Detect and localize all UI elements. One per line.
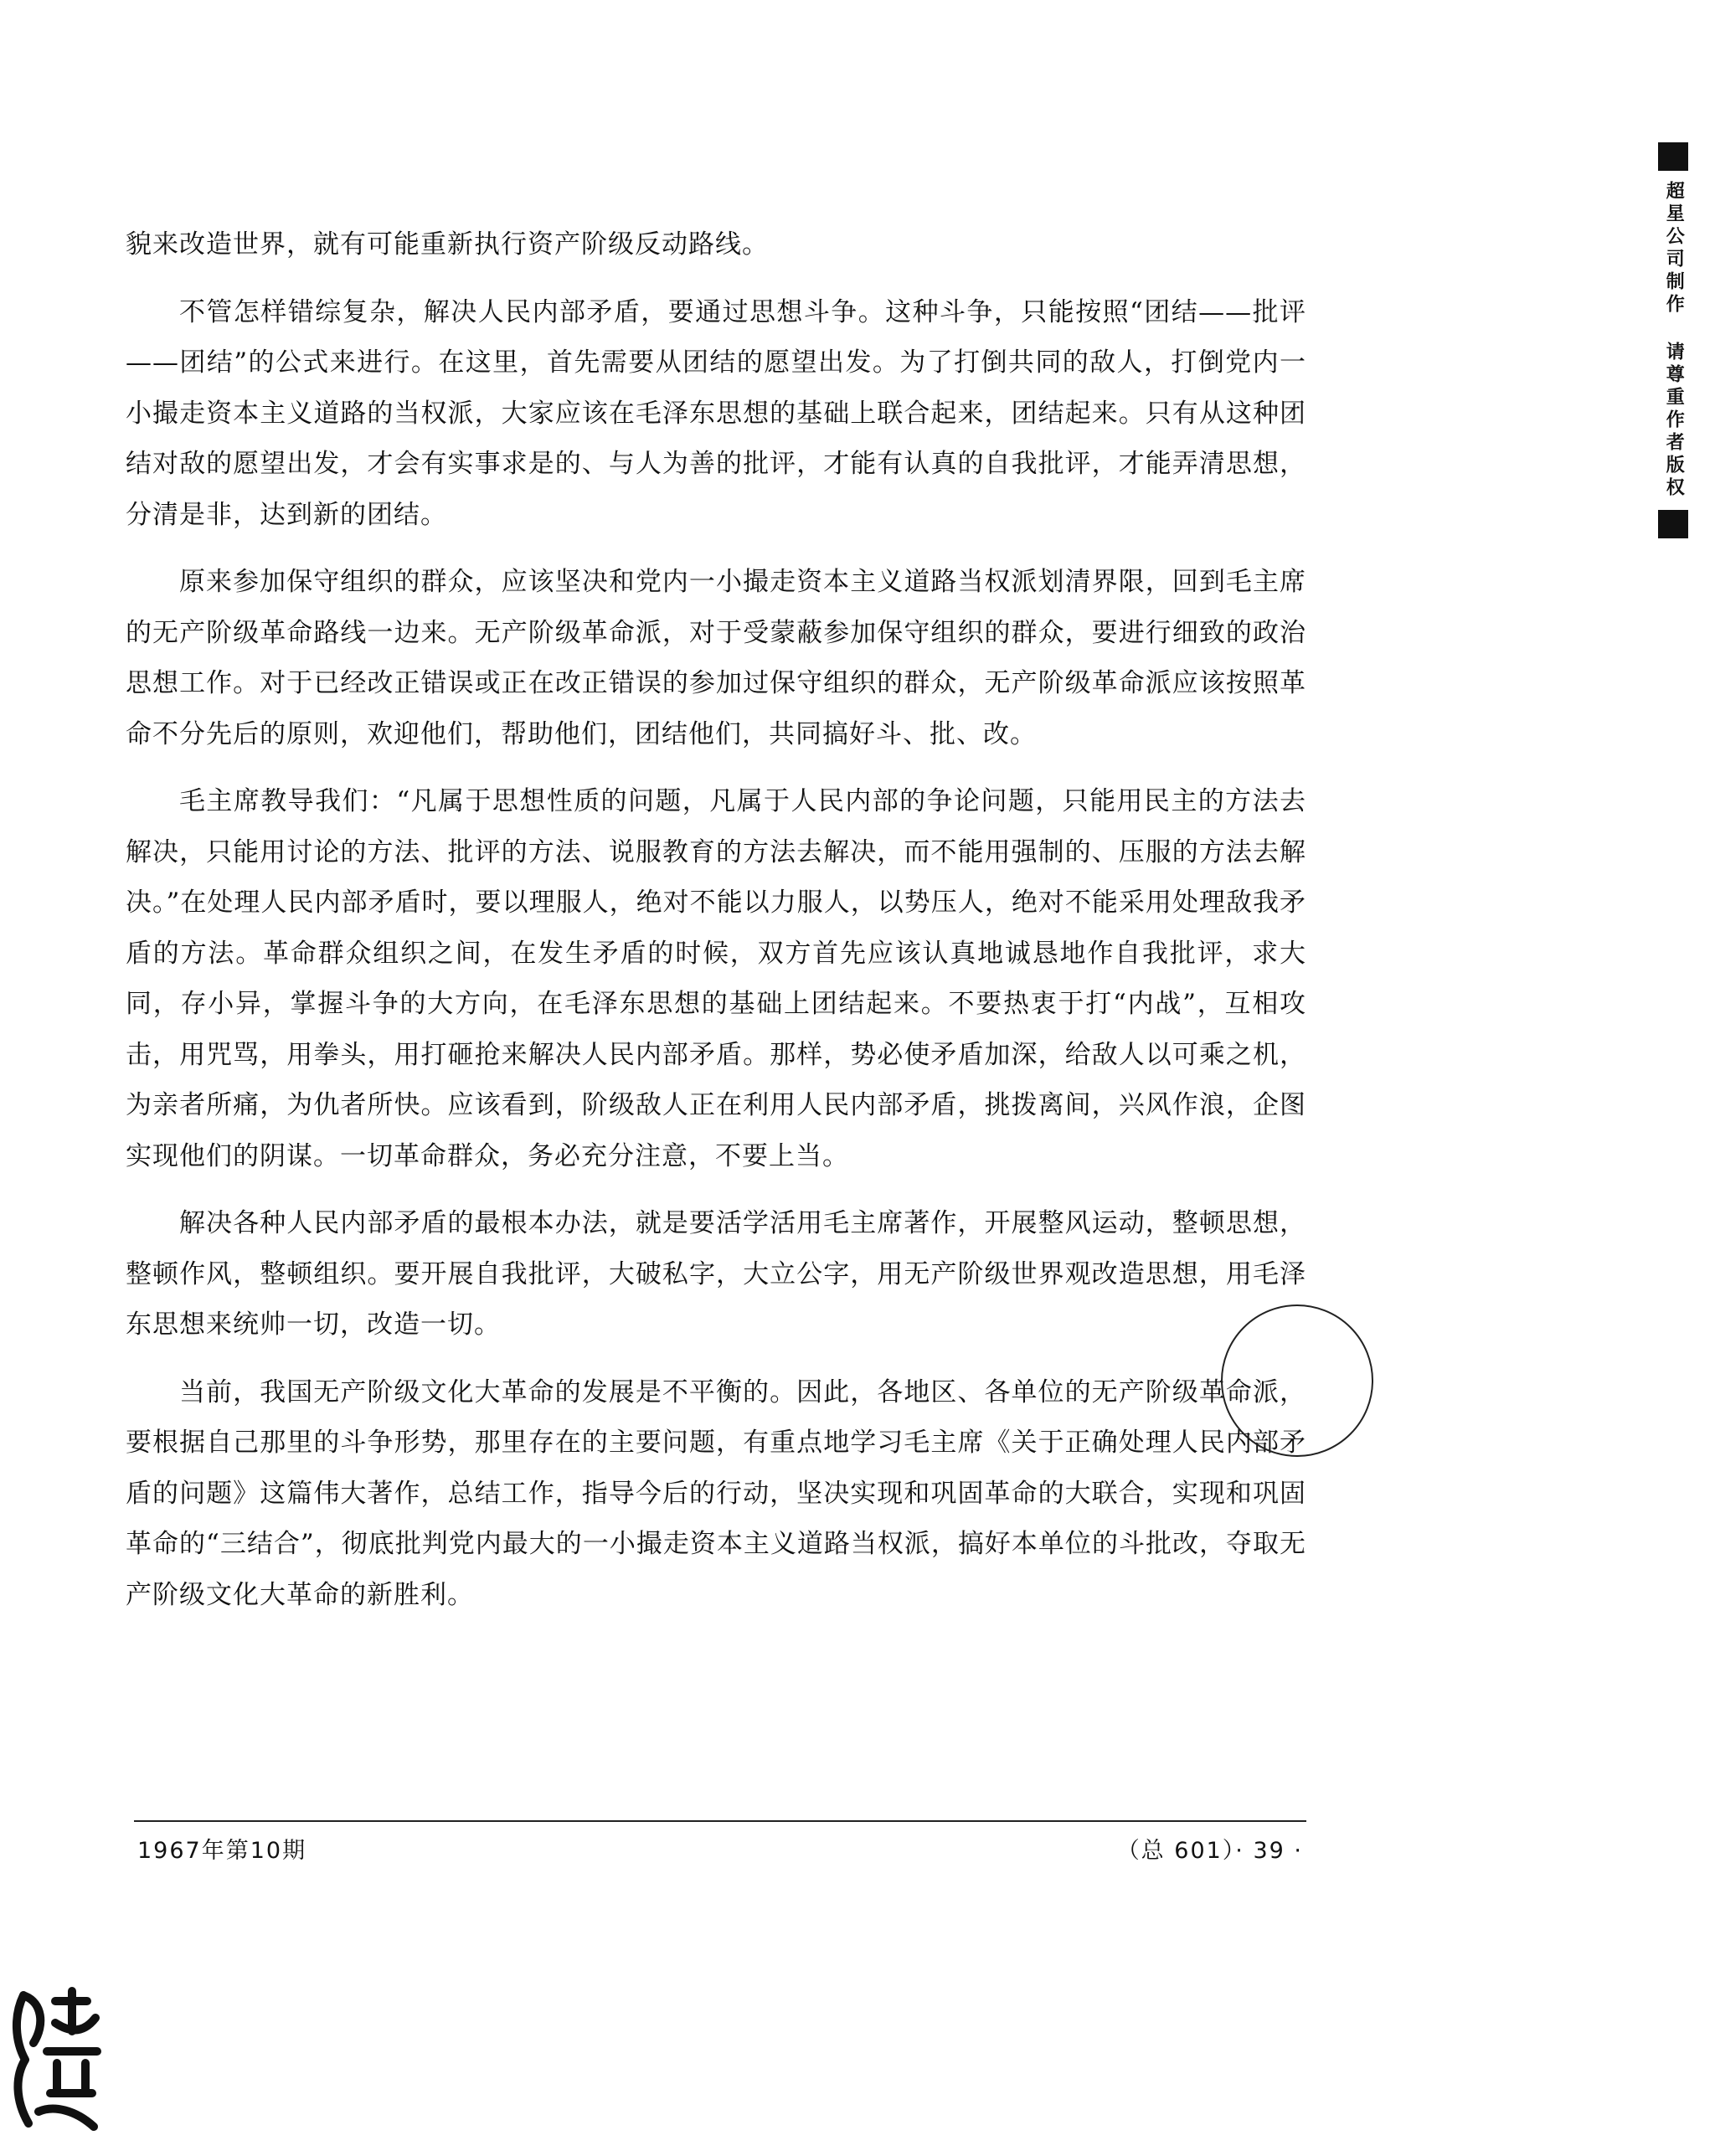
footer-rule bbox=[134, 1820, 1306, 1822]
seal-stamp-icon bbox=[7, 1983, 107, 2138]
paragraph-5: 解决各种人民内部矛盾的最根本办法，就是要活学活用毛主席著作，开展整风运动，整顿思想，整顿作风，整顿组织。要开展自我批评，大破私字，大立公字，用无产阶级世界观改造思想，用毛泽东思想来统帅一切，改造一切。 bbox=[126, 1208, 1306, 1340]
side-notice-bottom-bar bbox=[1658, 510, 1688, 538]
footer-issue: 1967年第10期 bbox=[137, 1838, 307, 1864]
paragraph-1: 貌来改造世界，就有可能重新执行资产阶级反动路线。 bbox=[126, 229, 769, 260]
paragraph-4: 毛主席教导我们：“凡属于思想性质的问题，凡属于人民内部的争论问题，只能用民主的方法去解决，只能用讨论的方法、批评的方法、说服教育的方法去解决，而不能用强制的、压服的方法去解决。”在处理人民内部矛盾时，要以理服人，绝对不能以力服人，以势压人，绝对不能采用处理敌我矛盾的方法。革命群众组织之间，在发生矛盾的时候，双方首先应该认真地诚恳地作自我批评，求大同，存小异，掌握斗争的大方向，在毛泽东思想的基础上团结起来。不要热衷于打“内战”，互相攻击，用咒骂，用拳头，用打砸抢来解决人民内部矛盾。那样，势必使矛盾加深，给敌人以可乘之机，为亲者所痛，为仇者所快。应该看到，阶级敌人正在利用人民内部矛盾，挑拨离间，兴风作浪，企图实现他们的阴谋。一切革命群众，务必充分注意，不要上当。 bbox=[126, 786, 1306, 1171]
article-body bbox=[126, 219, 1306, 1637]
paragraph-3: 原来参加保守组织的群众，应该坚决和党内一小撮走资本主义道路当权派划清界限，回到毛主席的无产阶级革命路线一边来。无产阶级革命派，对于受蒙蔽参加保守组织的群众，要进行细致的政治思想工作。对于已经改正错误或正在改正错误的参加过保守组织的群众，无产阶级革命派应该按照革命不分先后的原则，欢迎他们，帮助他们，团结他们，共同搞好斗、批、改。 bbox=[126, 567, 1306, 749]
hand-drawn-circle-mark bbox=[1221, 1304, 1373, 1457]
footer-page-number: （总 601）· 39 · bbox=[1116, 1838, 1303, 1864]
paragraph-6: 当前，我国无产阶级文化大革命的发展是不平衡的。因此，各地区、各单位的无产阶级革命派，要根据自己那里的斗争形势，那里存在的主要问题，有重点地学习毛主席《关于正确处理人民内部矛盾的问题》这篇伟大著作，总结工作，指导今后的行动，坚决实现和巩固革命的大联合，实现和巩固革命的“三结合”，彻底批判党内最大的一小撮走资本主义道路当权派，搞好本单位的斗批改，夺取无产阶级文化大革命的新胜利。 bbox=[126, 1376, 1306, 1610]
paragraph-2: 不管怎样错综复杂，解决人民内部矛盾，要通过思想斗争。这种斗争，只能按照“团结——批评——团结”的公式来进行。在这里，首先需要从团结的愿望出发。为了打倒共同的敌人，打倒党内一小撮走资本主义道路的当权派，大家应该在毛泽东思想的基础上联合起来，团结起来。只有从这种团结对敌的愿望出发，才会有实事求是的、与人为善的批评，才能有认真的自我批评，才能弄清思想，分清是非，达到新的团结。 bbox=[126, 296, 1306, 530]
side-notice-text: 超星公司制作 请尊重作者版权 bbox=[1663, 181, 1685, 500]
copyright-side-notice bbox=[1656, 142, 1690, 538]
side-notice-top-bar bbox=[1658, 142, 1688, 171]
